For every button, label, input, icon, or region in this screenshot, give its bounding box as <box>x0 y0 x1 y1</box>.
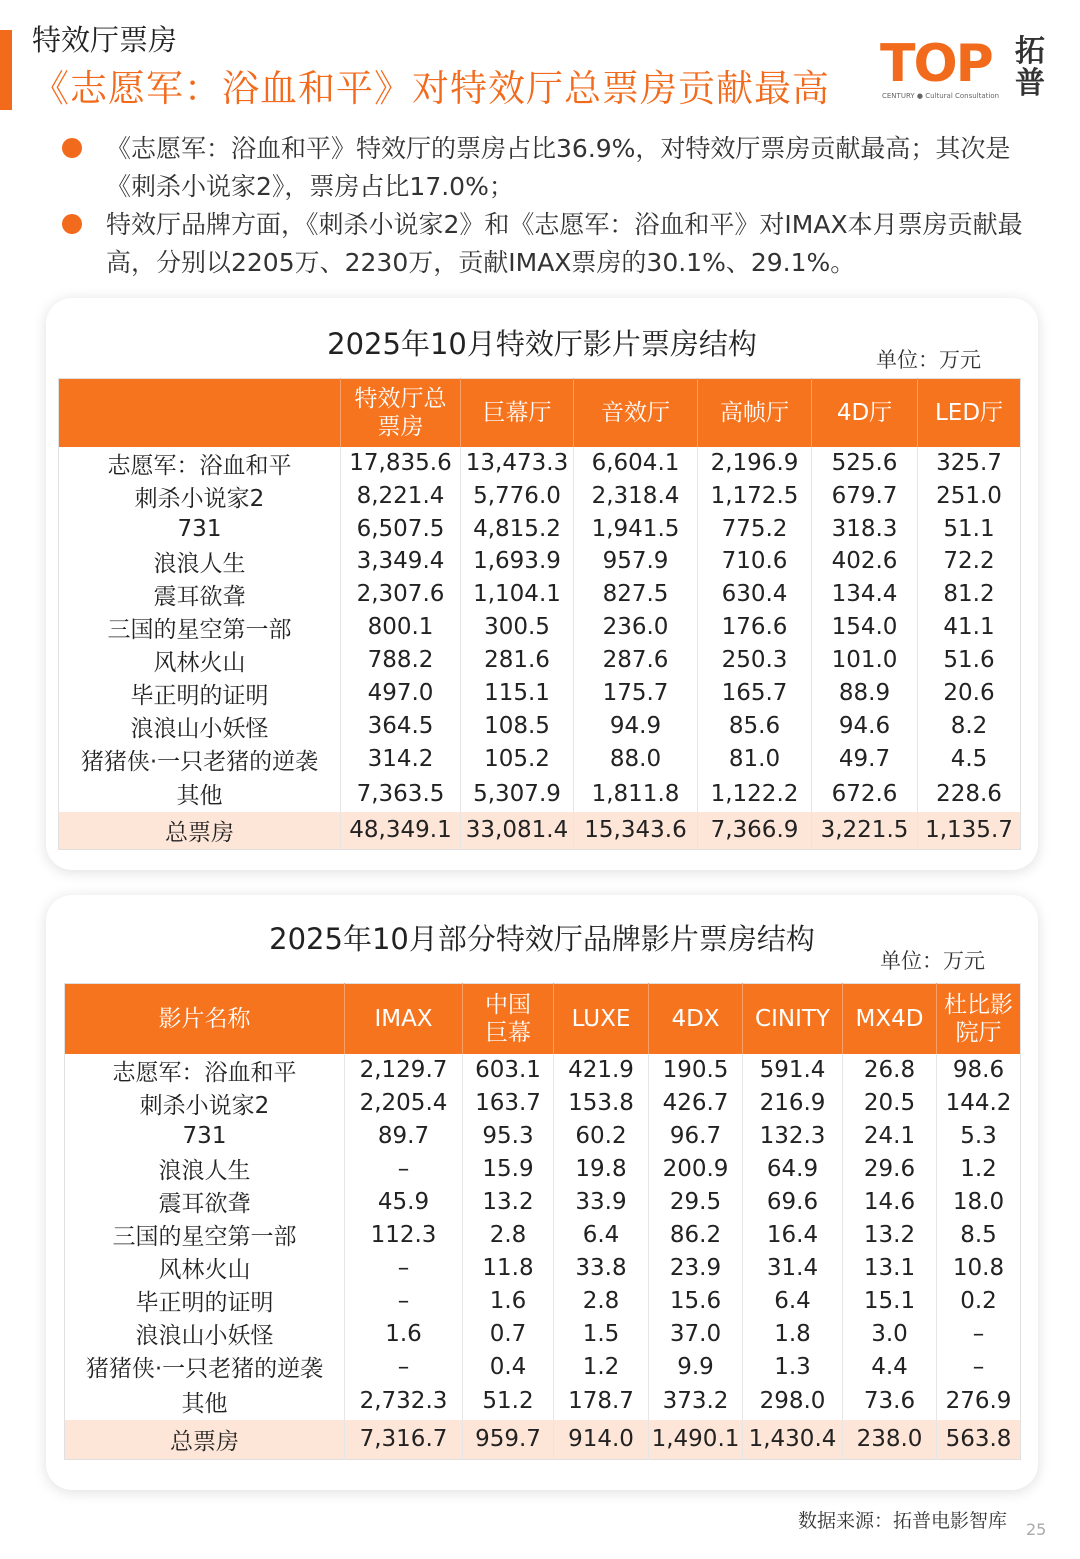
value-cell: 49.7 <box>812 743 918 776</box>
total-value-cell: 1,430.4 <box>743 1420 843 1460</box>
table-row <box>65 1054 1021 1087</box>
table-row <box>59 644 1021 677</box>
accent-bar <box>0 30 12 110</box>
value-cell: 81.0 <box>698 743 812 776</box>
column-header: LUXE <box>554 984 649 1054</box>
value-cell: 14.6 <box>843 1185 937 1218</box>
value-cell: 175.7 <box>574 677 698 710</box>
column-header: 影片名称 <box>65 984 345 1054</box>
value-cell: 2,129.7 <box>345 1054 463 1087</box>
value-cell: 10.8 <box>937 1251 1021 1284</box>
column-header: 杜比影院厅 <box>937 984 1021 1054</box>
bullet-item <box>60 130 1060 206</box>
value-cell: 165.7 <box>698 677 812 710</box>
value-cell: 13,473.3 <box>461 447 574 480</box>
value-cell: – <box>345 1251 463 1284</box>
value-cell: 33.9 <box>554 1185 649 1218</box>
value-cell: 2,307.6 <box>341 578 461 611</box>
page-title: 《志愿军：浴血和平》对特效厅总票房贡献最高 <box>32 67 830 110</box>
value-cell: 1.2 <box>937 1152 1021 1185</box>
value-cell: 2,732.3 <box>345 1383 463 1420</box>
table-row <box>65 1383 1021 1420</box>
value-cell: 287.6 <box>574 644 698 677</box>
value-cell: 1,941.5 <box>574 513 698 545</box>
column-header: MX4D <box>843 984 937 1054</box>
page-number: 25 <box>1026 1520 1047 1539</box>
logo-chinese-name: 拓普 <box>1015 34 1045 101</box>
value-cell: 37.0 <box>649 1317 743 1350</box>
logo-mark: TOP <box>880 34 992 94</box>
table-row <box>65 1087 1021 1120</box>
value-cell: 19.8 <box>554 1152 649 1185</box>
value-cell: 679.7 <box>812 480 918 513</box>
film-name-cell: 刺杀小说家2 <box>134 485 265 512</box>
value-cell: 8,221.4 <box>341 480 461 513</box>
column-header: CINITY <box>743 984 843 1054</box>
film-name-cell: 风林火山 <box>158 1257 251 1283</box>
value-cell: 95.3 <box>463 1120 554 1153</box>
table-row <box>59 677 1021 710</box>
table-header-row <box>65 984 1021 1054</box>
value-cell: 216.9 <box>743 1087 843 1120</box>
film-name-cell: 猪猪侠·一只老猪的逆袭 <box>80 748 319 775</box>
value-cell: 13.2 <box>463 1185 554 1218</box>
value-cell: 13.2 <box>843 1218 937 1251</box>
table-row <box>65 1185 1021 1218</box>
value-cell: 800.1 <box>341 611 461 644</box>
value-cell: 101.0 <box>812 644 918 677</box>
value-cell: 236.0 <box>574 611 698 644</box>
value-cell: 373.2 <box>649 1383 743 1420</box>
value-cell: 20.5 <box>843 1087 937 1120</box>
value-cell: 11.8 <box>463 1251 554 1284</box>
total-value-cell: 7,366.9 <box>698 812 812 850</box>
film-name-cell: 志愿军：浴血和平 <box>107 452 292 479</box>
bullet-text: 特效厅品牌方面，《刺杀小说家2》和《志愿军：浴血和平》对IMAX本月票房贡献最高，分别以2205万、2230万，贡献IMAX票房的30.1%、29.1%。 <box>106 210 1023 277</box>
value-cell: 31.4 <box>743 1251 843 1284</box>
film-name-cell: 震耳欲聋 <box>158 1191 251 1217</box>
value-cell: 1.5 <box>554 1317 649 1350</box>
value-cell: 18.0 <box>937 1185 1021 1218</box>
value-cell: 364.5 <box>341 710 461 743</box>
value-cell: 1,104.1 <box>461 578 574 611</box>
value-cell: 29.5 <box>649 1185 743 1218</box>
value-cell: 96.7 <box>649 1120 743 1153</box>
value-cell: 94.6 <box>812 710 918 743</box>
value-cell: 200.9 <box>649 1152 743 1185</box>
value-cell: 9.9 <box>649 1350 743 1383</box>
table-title: 2025年10月部分特效厅品牌影片票房结构 <box>269 922 815 956</box>
value-cell: 112.3 <box>345 1218 463 1251</box>
logo-subtitle: CENTURY ● Cultural Consultation <box>882 92 1000 100</box>
table-row <box>65 1284 1021 1317</box>
total-label-cell: 总票房 <box>59 812 341 850</box>
value-cell: 15.6 <box>649 1284 743 1317</box>
value-cell: 7,363.5 <box>341 776 461 812</box>
value-cell: 672.6 <box>812 776 918 812</box>
value-cell: 5,776.0 <box>461 480 574 513</box>
film-name-cell: 浪浪人生 <box>158 1158 251 1184</box>
value-cell: 1,122.2 <box>698 776 812 812</box>
column-header: 4DX <box>649 984 743 1054</box>
film-name-cell: 志愿军：浴血和平 <box>112 1059 297 1086</box>
value-cell: 497.0 <box>341 677 461 710</box>
column-header: IMAX <box>345 984 463 1054</box>
film-name-cell: 其他 <box>181 1390 228 1417</box>
value-cell: 153.8 <box>554 1087 649 1120</box>
column-header: 巨幕厅 <box>461 379 574 447</box>
table-row <box>65 1350 1021 1383</box>
value-cell: 1.6 <box>463 1284 554 1317</box>
total-value-cell: 959.7 <box>463 1420 554 1460</box>
value-cell: 0.2 <box>937 1284 1021 1317</box>
table-row <box>59 578 1021 611</box>
value-cell: 178.7 <box>554 1383 649 1420</box>
value-cell: 1,693.9 <box>461 545 574 578</box>
column-header: 高帧厅 <box>698 379 812 447</box>
film-name-cell: 731 <box>177 515 222 542</box>
value-cell: 73.6 <box>843 1383 937 1420</box>
value-cell: 2,318.4 <box>574 480 698 513</box>
total-value-cell: 914.0 <box>554 1420 649 1460</box>
brand-logo <box>880 36 1055 106</box>
value-cell: 8.5 <box>937 1218 1021 1251</box>
value-cell: 6,604.1 <box>574 447 698 480</box>
value-cell: 8.2 <box>918 710 1021 743</box>
value-cell: 6,507.5 <box>341 513 461 545</box>
value-cell: 0.4 <box>463 1350 554 1383</box>
value-cell: 144.2 <box>937 1087 1021 1120</box>
unit-label: 单位：万元 <box>880 949 985 973</box>
film-name-cell: 731 <box>182 1122 227 1149</box>
total-value-cell: 238.0 <box>843 1420 937 1460</box>
value-cell: 16.4 <box>743 1218 843 1251</box>
total-value-cell: 1,490.1 <box>649 1420 743 1460</box>
table-row <box>59 480 1021 513</box>
bullet-dot-icon <box>62 138 82 158</box>
table-card-format-breakdown <box>46 298 1038 870</box>
value-cell: 6.4 <box>743 1284 843 1317</box>
value-cell: 1.3 <box>743 1350 843 1383</box>
value-cell: 33.8 <box>554 1251 649 1284</box>
total-value-cell: 15,343.6 <box>574 812 698 850</box>
column-header: 4D厅 <box>812 379 918 447</box>
summary-bullets <box>60 130 1060 282</box>
value-cell: 827.5 <box>574 578 698 611</box>
value-cell: 105.2 <box>461 743 574 776</box>
value-cell: 6.4 <box>554 1218 649 1251</box>
value-cell: 2.8 <box>463 1218 554 1251</box>
value-cell: 591.4 <box>743 1054 843 1087</box>
value-cell: 788.2 <box>341 644 461 677</box>
table-row <box>59 743 1021 776</box>
value-cell: 5.3 <box>937 1120 1021 1153</box>
value-cell: 29.6 <box>843 1152 937 1185</box>
value-cell: 132.3 <box>743 1120 843 1153</box>
film-name-cell: 三国的星空第一部 <box>107 616 292 643</box>
value-cell: 957.9 <box>574 545 698 578</box>
value-cell: 108.5 <box>461 710 574 743</box>
value-cell: 1,811.8 <box>574 776 698 812</box>
value-cell: 603.1 <box>463 1054 554 1087</box>
value-cell: 41.1 <box>918 611 1021 644</box>
value-cell: 710.6 <box>698 545 812 578</box>
value-cell: 60.2 <box>554 1120 649 1153</box>
value-cell: 4,815.2 <box>461 513 574 545</box>
value-cell: 15.9 <box>463 1152 554 1185</box>
value-cell: 64.9 <box>743 1152 843 1185</box>
column-header: LED厅 <box>918 379 1021 447</box>
value-cell: 45.9 <box>345 1185 463 1218</box>
value-cell: 163.7 <box>463 1087 554 1120</box>
table-title: 2025年10月特效厅影片票房结构 <box>327 327 757 361</box>
value-cell: 20.6 <box>918 677 1021 710</box>
value-cell: 89.7 <box>345 1120 463 1153</box>
table-header-row <box>59 379 1021 447</box>
value-cell: 3,349.4 <box>341 545 461 578</box>
value-cell: 421.9 <box>554 1054 649 1087</box>
value-cell: 51.2 <box>463 1383 554 1420</box>
value-cell: 154.0 <box>812 611 918 644</box>
total-value-cell: 7,316.7 <box>345 1420 463 1460</box>
total-row <box>65 1420 1021 1460</box>
value-cell: 325.7 <box>918 447 1021 480</box>
total-label-cell: 总票房 <box>65 1420 345 1460</box>
value-cell: 426.7 <box>649 1087 743 1120</box>
table-row <box>59 710 1021 743</box>
value-cell: 525.6 <box>812 447 918 480</box>
value-cell: 81.2 <box>918 578 1021 611</box>
film-name-cell: 毕正明的证明 <box>135 1290 274 1316</box>
total-value-cell: 1,135.7 <box>918 812 1021 850</box>
value-cell: 51.1 <box>918 513 1021 545</box>
value-cell: – <box>345 1152 463 1185</box>
value-cell: 0.7 <box>463 1317 554 1350</box>
data-source: 数据来源：拓普电影智库 <box>798 1510 1008 1532</box>
value-cell: 250.3 <box>698 644 812 677</box>
value-cell: 88.0 <box>574 743 698 776</box>
value-cell: 115.1 <box>461 677 574 710</box>
value-cell: 4.4 <box>843 1350 937 1383</box>
value-cell: 51.6 <box>918 644 1021 677</box>
brand-boxoffice-table <box>64 983 1021 1460</box>
value-cell: 314.2 <box>341 743 461 776</box>
value-cell: 86.2 <box>649 1218 743 1251</box>
value-cell: 276.9 <box>937 1383 1021 1420</box>
film-name-cell: 猪猪侠·一只老猪的逆袭 <box>85 1356 324 1382</box>
value-cell: 1,172.5 <box>698 480 812 513</box>
film-name-cell: 浪浪山小妖怪 <box>135 1323 274 1349</box>
film-name-cell: 三国的星空第一部 <box>112 1224 297 1250</box>
unit-label: 单位：万元 <box>876 348 981 372</box>
table-row <box>65 1251 1021 1284</box>
value-cell: 2,205.4 <box>345 1087 463 1120</box>
film-name-cell: 风林火山 <box>153 649 246 676</box>
bullet-item <box>60 206 1060 282</box>
bullet-text: 《志愿军：浴血和平》特效厅的票房占比36.9%，对特效厅票房贡献最高；其次是《刺杀小说家2》，票房占比17.0%； <box>106 134 1011 201</box>
table-row <box>59 545 1021 578</box>
column-header: 中国巨幕 <box>463 984 554 1054</box>
value-cell: 190.5 <box>649 1054 743 1087</box>
value-cell: 23.9 <box>649 1251 743 1284</box>
value-cell: 1.2 <box>554 1350 649 1383</box>
value-cell: 94.9 <box>574 710 698 743</box>
film-name-cell: 浪浪人生 <box>153 550 246 577</box>
table-row <box>59 776 1021 812</box>
value-cell: 318.3 <box>812 513 918 545</box>
total-value-cell: 563.8 <box>937 1420 1021 1460</box>
table-row <box>65 1152 1021 1185</box>
value-cell: 72.2 <box>918 545 1021 578</box>
value-cell: 300.5 <box>461 611 574 644</box>
total-value-cell: 3,221.5 <box>812 812 918 850</box>
format-boxoffice-table <box>58 378 1021 850</box>
value-cell: 24.1 <box>843 1120 937 1153</box>
total-value-cell: 33,081.4 <box>461 812 574 850</box>
film-name-cell: 浪浪山小妖怪 <box>130 715 269 742</box>
value-cell: 281.6 <box>461 644 574 677</box>
total-value-cell: 48,349.1 <box>341 812 461 850</box>
film-name-cell: 其他 <box>176 783 223 809</box>
value-cell: 15.1 <box>843 1284 937 1317</box>
value-cell: – <box>937 1317 1021 1350</box>
value-cell: 1.6 <box>345 1317 463 1350</box>
value-cell: 98.6 <box>937 1054 1021 1087</box>
table-row <box>65 1120 1021 1153</box>
value-cell: 4.5 <box>918 743 1021 776</box>
table-row <box>59 513 1021 545</box>
table-row <box>59 611 1021 644</box>
film-name-cell: 震耳欲聋 <box>153 583 246 610</box>
value-cell: 775.2 <box>698 513 812 545</box>
value-cell: 5,307.9 <box>461 776 574 812</box>
section-label: 特效厅票房 <box>32 23 178 57</box>
value-cell: 85.6 <box>698 710 812 743</box>
table-card-brand-breakdown <box>46 895 1038 1490</box>
value-cell: 134.4 <box>812 578 918 611</box>
value-cell: 17,835.6 <box>341 447 461 480</box>
column-header: 特效厅总票房 <box>341 379 461 447</box>
value-cell: 228.6 <box>918 776 1021 812</box>
total-row <box>59 812 1021 850</box>
value-cell: 2,196.9 <box>698 447 812 480</box>
value-cell: 3.0 <box>843 1317 937 1350</box>
value-cell: 402.6 <box>812 545 918 578</box>
column-header: 音效厅 <box>574 379 698 447</box>
table-row <box>65 1218 1021 1251</box>
value-cell: – <box>345 1350 463 1383</box>
value-cell: 2.8 <box>554 1284 649 1317</box>
table-row <box>59 447 1021 480</box>
value-cell: 176.6 <box>698 611 812 644</box>
value-cell: 1.8 <box>743 1317 843 1350</box>
value-cell: – <box>937 1350 1021 1383</box>
table-row <box>65 1317 1021 1350</box>
value-cell: 69.6 <box>743 1185 843 1218</box>
value-cell: – <box>345 1284 463 1317</box>
film-name-cell: 毕正明的证明 <box>130 682 269 709</box>
value-cell: 298.0 <box>743 1383 843 1420</box>
value-cell: 88.9 <box>812 677 918 710</box>
value-cell: 630.4 <box>698 578 812 611</box>
value-cell: 26.8 <box>843 1054 937 1087</box>
column-header <box>59 379 341 447</box>
bullet-dot-icon <box>62 214 82 234</box>
film-name-cell: 刺杀小说家2 <box>139 1092 270 1119</box>
value-cell: 13.1 <box>843 1251 937 1284</box>
value-cell: 251.0 <box>918 480 1021 513</box>
